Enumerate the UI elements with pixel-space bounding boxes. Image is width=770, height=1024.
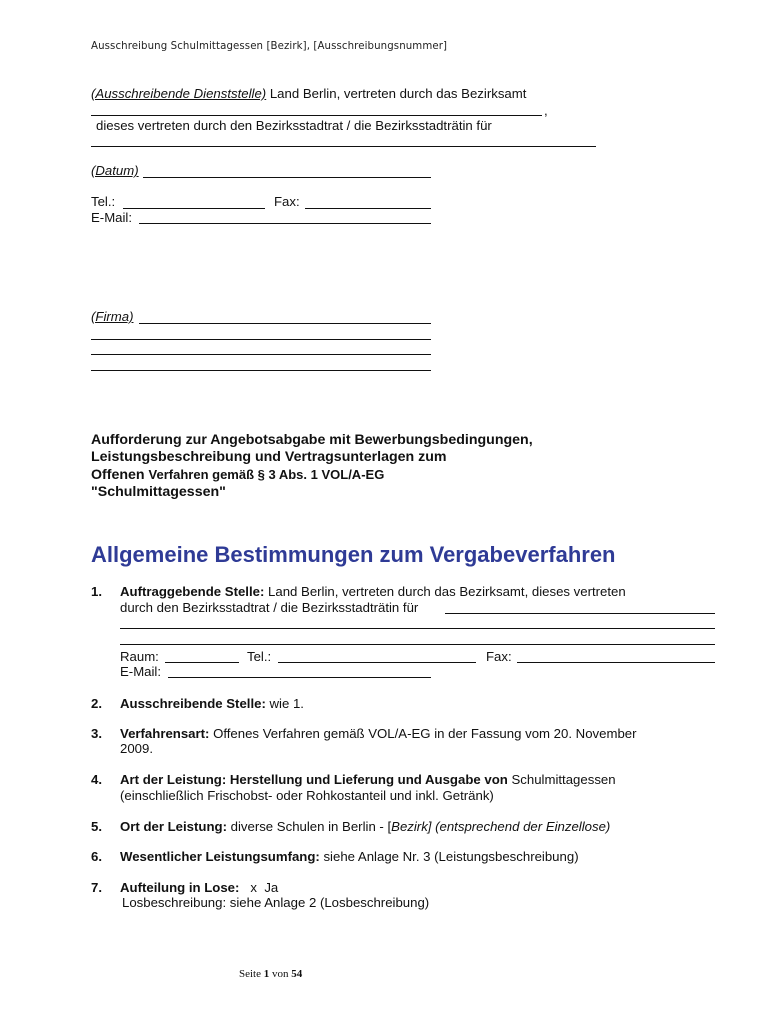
email-label: E-Mail: xyxy=(91,210,133,225)
title-line-3a: Offenen xyxy=(91,467,149,483)
dienststelle-text: Land Berlin, vertreten durch das Bezirksamt xyxy=(266,86,527,101)
item-3-label: Verfahrensart: xyxy=(120,726,210,741)
item-5-line xyxy=(120,819,610,834)
item-3-line-2: 2009. xyxy=(120,741,154,756)
item-2-text: wie 1. xyxy=(265,696,304,711)
item-2-number: 2. xyxy=(91,696,102,711)
item-1-tel-label: Tel.: xyxy=(247,649,272,664)
vertreten-line: dieses vertreten durch den Bezirksstadtrat / die Bezirksstadträtin für xyxy=(96,118,492,133)
item-5-text-italic: Bezirk] (entsprechend der Einzellose) xyxy=(391,819,611,834)
fill-line-fax xyxy=(305,208,431,209)
item-4-number: 4. xyxy=(91,772,102,787)
tel-label: Tel.: xyxy=(91,194,116,209)
fill-line-item1-bezirk xyxy=(445,613,715,614)
fill-line-bezirksamt xyxy=(91,115,542,116)
fill-line-item1-b xyxy=(120,644,715,645)
item-3-number: 3. xyxy=(91,726,102,741)
item-5-label: Ort der Leistung: xyxy=(120,819,227,834)
item-3-line-1 xyxy=(120,726,637,741)
item-7-label: Aufteilung in Lose: xyxy=(120,880,240,895)
document-title xyxy=(91,432,533,501)
item-4-line-2: (einschließlich Frischobst- oder Rohkostanteil und inkl. Getränk) xyxy=(120,788,494,803)
item-4-line-1 xyxy=(120,772,616,787)
item-7-line-1 xyxy=(120,880,278,895)
fill-line-item1-fax xyxy=(517,662,715,663)
item-1-line-1 xyxy=(120,584,626,599)
item-2-line xyxy=(120,696,304,711)
fill-line-email xyxy=(139,223,431,224)
fill-line-stadtrat xyxy=(91,146,596,147)
fill-line-datum xyxy=(143,177,431,178)
datum-label: (Datum) xyxy=(91,163,139,178)
title-line-4: "Schulmittagessen" xyxy=(91,484,226,500)
section-heading: Allgemeine Bestimmungen zum Vergabeverfahren xyxy=(91,542,616,567)
page-prefix: Seite xyxy=(239,968,264,980)
comma: , xyxy=(544,103,548,118)
item-7-number: 7. xyxy=(91,880,102,895)
item-4-text-1: Schulmittagessen xyxy=(507,772,616,787)
item-6-number: 6. xyxy=(91,849,102,864)
fill-line-item1-email xyxy=(168,677,431,678)
dienststelle-label: (Ausschreibende Dienststelle) xyxy=(91,86,267,101)
title-line-3b: Verfahren gemäß § 3 Abs. 1 VOL/A-EG xyxy=(148,467,385,482)
item-4-label: Art der Leistung: Herstellung und Lieferung und Ausgabe von xyxy=(120,772,508,787)
page-total: 54 xyxy=(291,968,303,980)
page-sep: von xyxy=(269,968,292,980)
item-1-text-1: Land Berlin, vertreten durch das Bezirksamt, dieses vertreten xyxy=(264,584,626,599)
item-6-line xyxy=(120,849,579,864)
fill-line-item1-a xyxy=(120,628,715,629)
title-line-1: Aufforderung zur Angebotsabgabe mit Bewerbungsbedingungen, xyxy=(91,432,533,448)
item-6-text: siehe Anlage Nr. 3 (Leistungsbeschreibung) xyxy=(319,849,579,864)
item-6-label: Wesentlicher Leistungsumfang: xyxy=(120,849,320,864)
fill-line-firma-2 xyxy=(91,339,431,340)
fill-line-item1-tel xyxy=(278,662,476,663)
item-1-number: 1. xyxy=(91,584,102,599)
page-number xyxy=(239,968,302,980)
dienststelle-line xyxy=(91,86,526,101)
fill-line-firma-4 xyxy=(91,370,431,371)
firma-label: (Firma) xyxy=(91,309,134,324)
item-5-text: diverse Schulen in Berlin - [ xyxy=(226,819,392,834)
fill-line-raum xyxy=(165,662,239,663)
item-1-raum-label: Raum: xyxy=(120,649,159,664)
item-1-label: Auftraggebende Stelle: xyxy=(120,584,265,599)
item-7-text: x Ja xyxy=(239,880,279,895)
running-header: Ausschreibung Schulmittagessen [Bezirk], [Ausschreibungsnummer] xyxy=(91,41,448,52)
title-line-3 xyxy=(91,466,533,484)
item-7-line-2: Losbeschreibung: siehe Anlage 2 (Losbeschreibung) xyxy=(122,895,430,910)
page-current: 1 xyxy=(263,968,270,980)
fill-line-firma-1 xyxy=(139,323,431,324)
item-5-number: 5. xyxy=(91,819,102,834)
item-1-fax-label: Fax: xyxy=(486,649,512,664)
fax-label: Fax: xyxy=(274,194,300,209)
item-2-label: Ausschreibende Stelle: xyxy=(120,696,266,711)
fill-line-firma-3 xyxy=(91,354,431,355)
item-1-line-2: durch den Bezirksstadtrat / die Bezirksstadträtin für xyxy=(120,600,419,615)
item-1-email-label: E-Mail: xyxy=(120,664,162,679)
item-3-text-1: Offenes Verfahren gemäß VOL/A-EG in der Fassung vom 20. November xyxy=(209,726,637,741)
fill-line-tel xyxy=(123,208,265,209)
title-line-2: Leistungsbeschreibung und Vertragsunterlagen zum xyxy=(91,449,447,465)
